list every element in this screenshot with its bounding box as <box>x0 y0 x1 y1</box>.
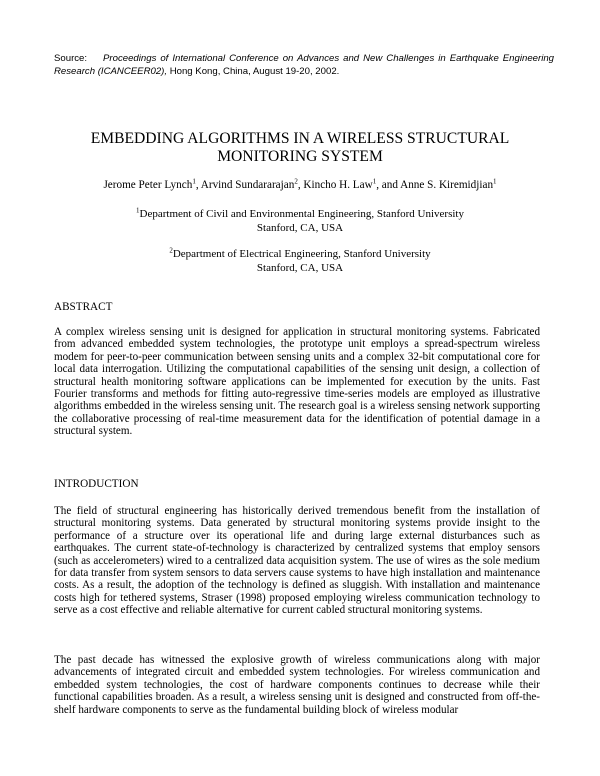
author-3-affil: 1 <box>372 177 377 186</box>
affiliation-2-dept: Department of Electrical Engineering, Stanford University <box>172 248 431 260</box>
source-proceedings: Proceedings of International Conference on Advances and New Challenges in Earthquake Engineering Research (ICANCEER02), <box>54 53 554 77</box>
author-2-affil: 2 <box>294 177 298 186</box>
author-4: , and Anne S. Kiremidjian <box>376 179 494 191</box>
author-1-affil: 1 <box>192 177 196 186</box>
introduction-heading: INTRODUCTION <box>54 478 139 490</box>
author-4-affil: 1 <box>493 177 497 186</box>
title-line-2: MONITORING SYSTEM <box>217 148 383 165</box>
introduction-paragraph-1: The field of structural engineering has historically derived tremendous benefit from the installation of structural monitoring systems. Data generated by structural monitoring systems provide insight to the performance of a structure over its operational life and during large external disturbances such as earthquakes. The current state-of-technology is characterized by centralized systems that employ sensors (such as accelerometers) wired to a centralized data acquisition system. The use of wires as the sole medium for data transfer from system sensors to data servers cause systems to have high installation and maintenance costs. As a result, the adoption of the technology is defined as sluggish. With installation and maintenance costs high for tethered systems, Straser (1998) proposed employing wireless communication technology to serve as a cost effective and reliable alternative for current cabled structural monitoring systems. <box>54 505 540 617</box>
affiliation-2-marker: 2 <box>169 246 173 255</box>
introduction-paragraph-2: The past decade has witnessed the explosive growth of wireless communications along with major advancements of integrated circuit and embedded system technologies. For wireless communication and embedded system technologies, the cost of hardware components continues to decrease while their functional capabilities broaden. As a result, a wireless sensing unit is designed and constructed from off-the-shelf hardware components to serve as the fundamental building block of wireless modular <box>54 654 540 716</box>
author-1: Jerome Peter Lynch <box>103 179 193 191</box>
affiliation-1-dept: Department of Civil and Environmental Engineering, Stanford University <box>139 208 464 220</box>
abstract-heading: ABSTRACT <box>54 301 113 313</box>
affiliation-2 <box>54 247 546 275</box>
source-citation <box>54 52 554 78</box>
title-line-1: EMBEDDING ALGORITHMS IN A WIRELESS STRUCTURAL <box>90 130 510 147</box>
affiliation-1 <box>54 207 546 235</box>
source-label: Source: <box>54 53 88 64</box>
affiliation-1-marker: 1 <box>136 206 140 215</box>
author-3: , Kincho H. Law <box>297 179 373 191</box>
author-2: , Arvind Sundararajan <box>195 179 295 191</box>
source-location: Hong Kong, China, August 19-20, 2002. <box>169 66 340 77</box>
abstract-text: A complex wireless sensing unit is designed for application in structural monitoring systems. Fabricated from advanced embedded system technologies, the prototype unit employs a spread-spectrum wireless modem for peer-to-peer communication between sensing units and a complex 32-bit computational core for local data interrogation. Utilizing the computational capabilities of the sensing unit design, a collection of structural health monitoring software applications can be implemented for execution by the units. Fast Fourier transforms and methods for fitting auto-regressive time-series models are employed as illustrative algorithms embedded in the wireless sensing unit. The research goal is a wireless sensing network supporting the collaborative processing of real-time measurement data for the identification of potential damage in a structural system. <box>54 326 540 438</box>
affiliation-2-place: Stanford, CA, USA <box>256 262 344 274</box>
author-list <box>54 178 546 192</box>
affiliation-1-place: Stanford, CA, USA <box>256 222 344 234</box>
paper-title <box>54 130 546 166</box>
